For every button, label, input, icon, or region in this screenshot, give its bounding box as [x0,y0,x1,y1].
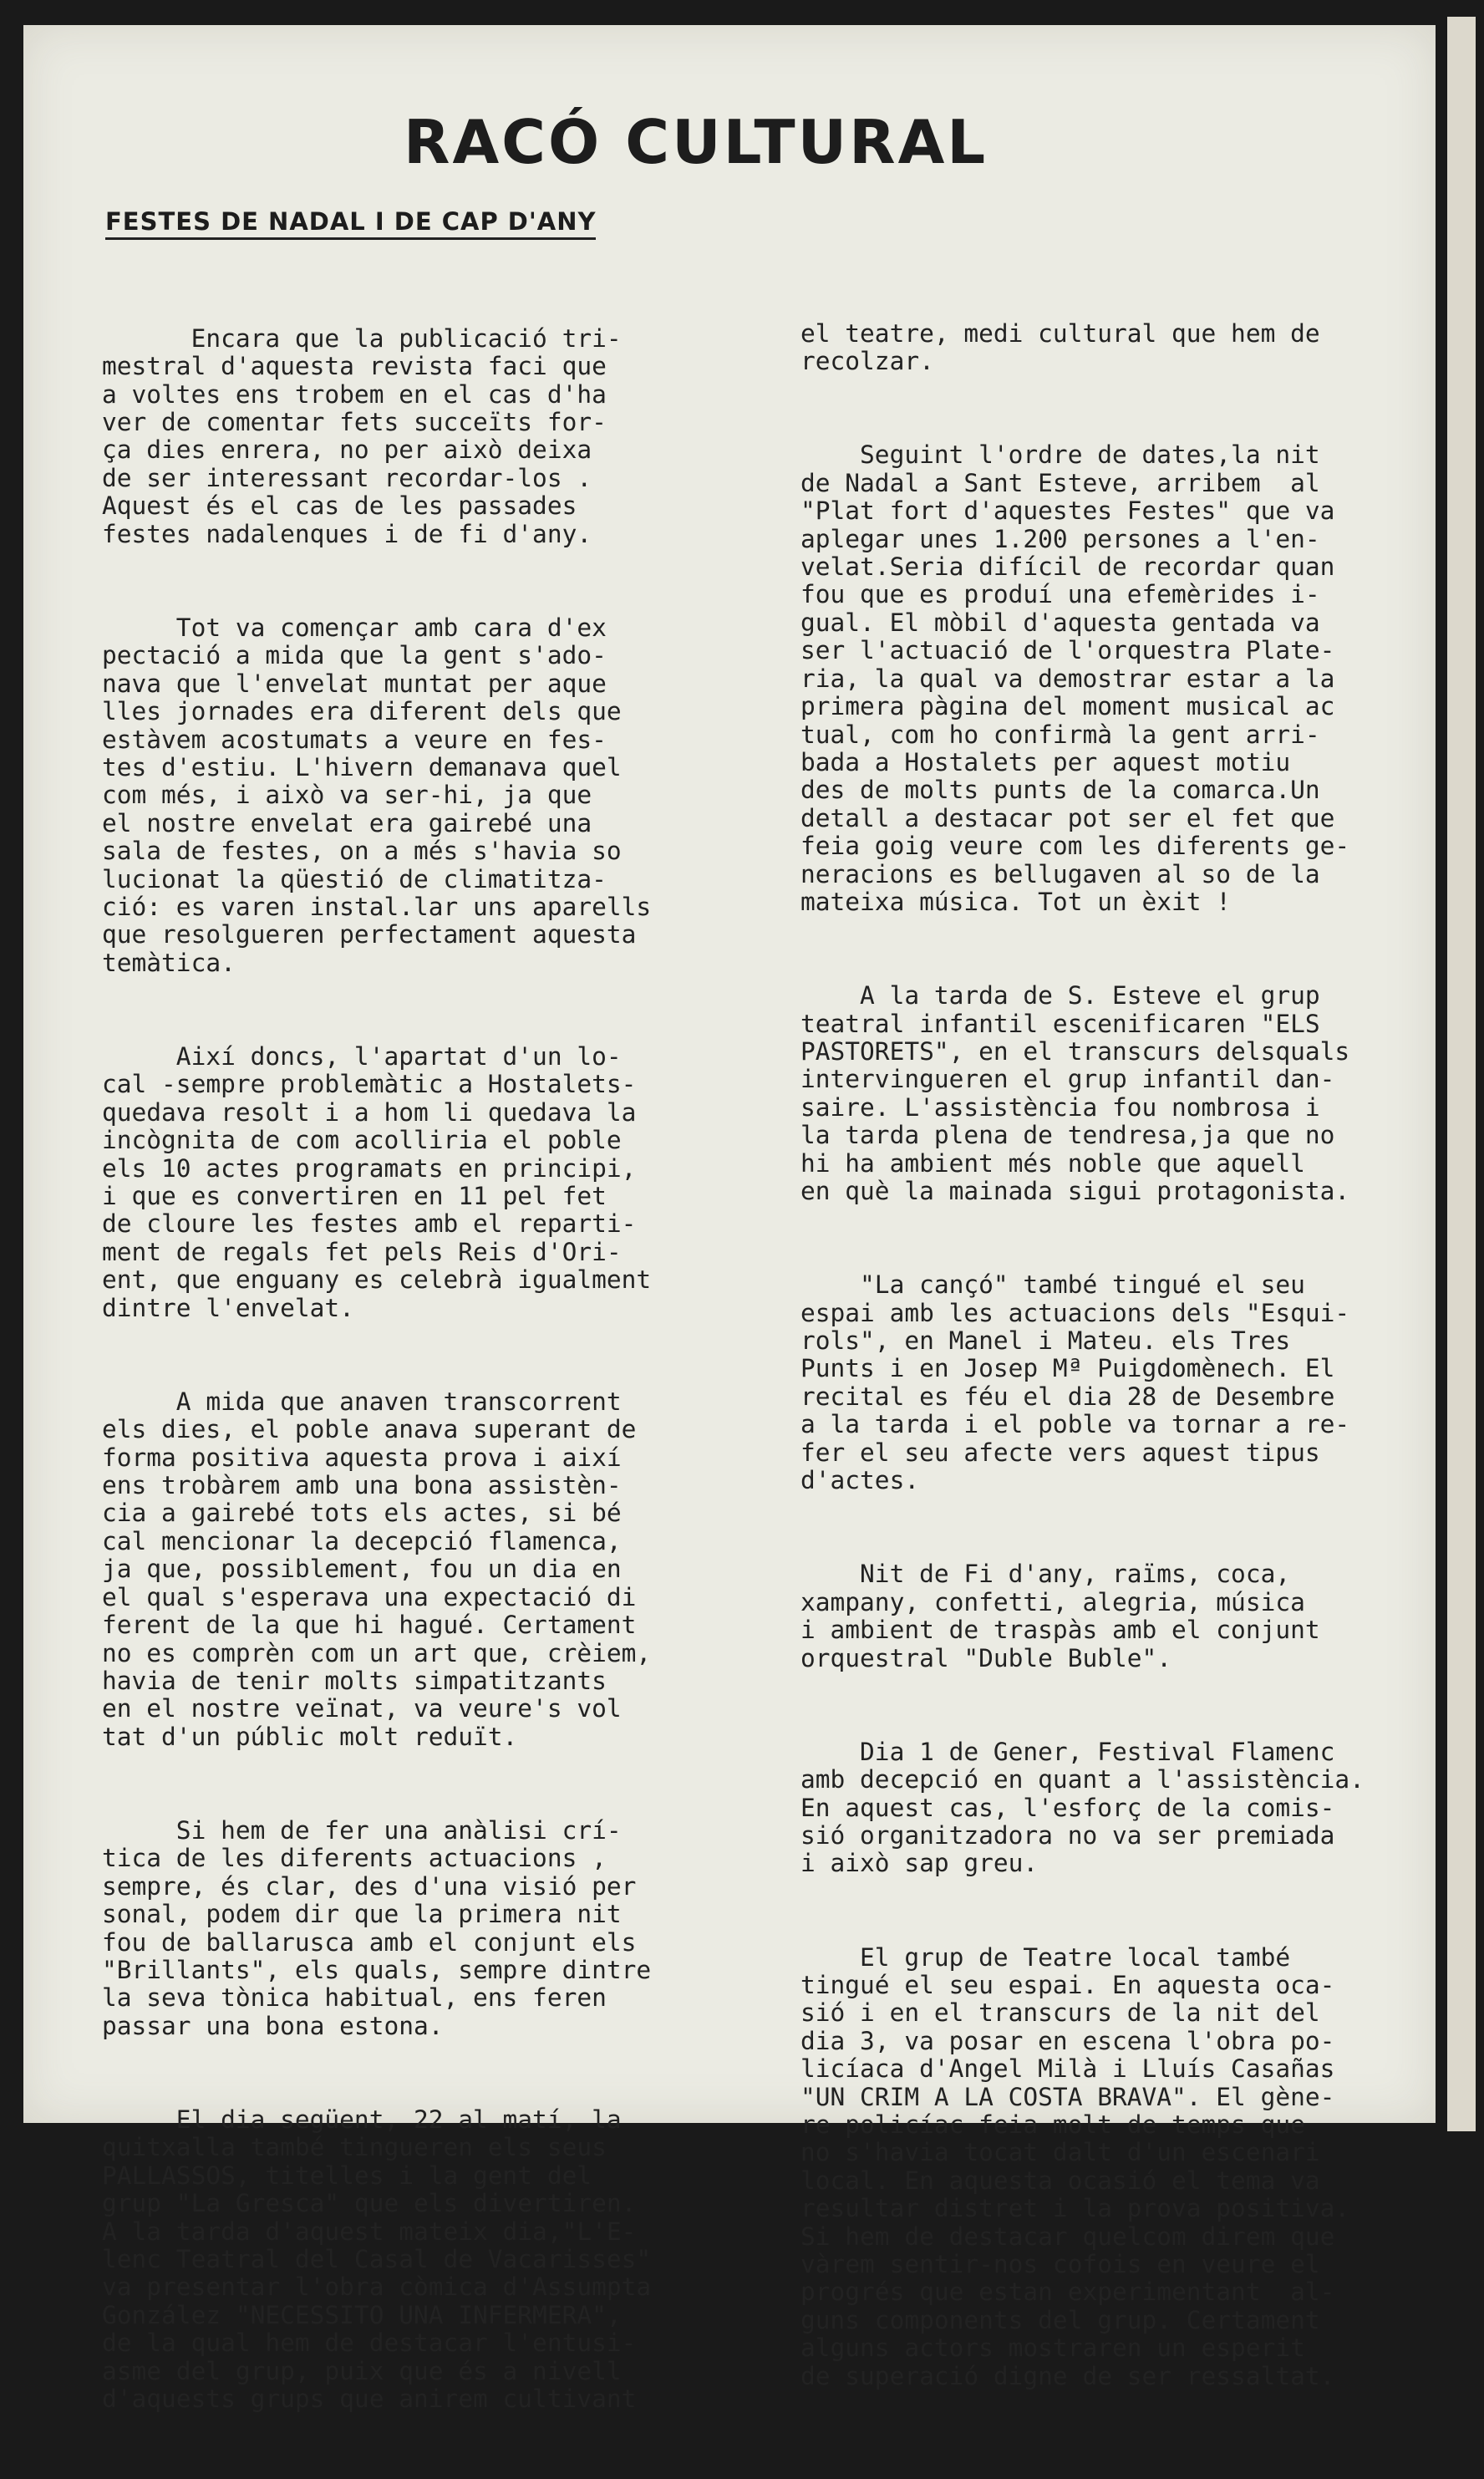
paragraph: el teatre, medi cultural que hem de recolzar. [800,318,1320,376]
paragraph: A mida que anaven transcorrent els dies, el poble anava superant de forma positiva aquesta prova i així ens trobàrem amb una bona assistèn- cia a gairebé tots els actes, si bé cal mencionar la decepció flamenca, ja que, possiblement, fou un dia en el qual s'esperava una expectació di ferent de la que hi hagué. Certament no es comprèn com un art que, crèiem, havia de tenir molts simpatitzants en el nostre veïnat, va veure's vol tat d'un públic molt reduït. [102,1387,652,1751]
paragraph: Nit de Fi d'any, raïms, coca, xampany, confetti, alegria, música i ambient de traspàs amb el conjunt orquestral "Duble Buble". [800,1560,1320,1672]
section-heading: FESTES DE NADAL I DE CAP D'ANY [105,207,596,240]
paragraph: El grup de Teatre local també tingué el seu espai. En aquesta oca- sió i en el transcurs de la nit del dia 3, va posar en escena l'obra po- licíaca d'Angel Milà i Lluís Casañas "UN CRIM A LA COSTA BRAVA". El gène- re policíac feia molt de temps que no s'havia tocat dalt d'un escenari local. En aquesta ocasió el tema va resultar distret i la prova positiva. Si hem de destacar quelcom direm que vàrem sentir-nos cofois en veure el progrés que estan experimentant al- guns components del grup. Certament alguns actors mostraren un esperit de superació digne de ser ressaltat. [800,1942,1350,2390]
paragraph: Seguint l'ordre de dates,la nit de Nadal a Sant Esteve, arribem al "Plat fort d'aquestes Festes" que va aplegar unes 1.200 persones a l'en- velat.Seria difícil de recordar quan fou que es produí una efemèrides i- gual. El mòbil d'aquesta gentada va ser l'actuació de l'orquestra Plate- ria, la qual va demostrar estar a la primera pàgina del moment musical ac tual, com ho confirmà la gent arri- bada a Hostalets per aquest motiu des de molts punts de la comarca.Un detall a destacar pot ser el fet que feia goig veure com les diferents ge- neracions es bellugaven al so de la mateixa música. Tot un èxit ! [800,440,1350,916]
left-column [102,269,754,2479]
paragraph: Així doncs, l'apartat d'un lo- cal -sempre problemàtic a Hostalets- quedava resolt i a hom li quedava la incògnita de com acolliria el poble els 10 actes programats en principi, i que es convertiren en 11 pel fet de cloure les festes amb el reparti- ment de regals fet pels Reis d'Ori- ent, que enguany es celebrà igualment dintre l'envelat. [102,1041,652,1322]
page-title: RACÓ CULTURAL [404,107,988,177]
paragraph: Si hem de fer una anàlisi crí- tica de les diferents actuacions , sempre, és clar, des d'una visió per sonal, podem dir que la primera nit fou de ballarusca amb el conjunt els "Brillants", els quals, sempre dintre la seva tònica habitual, ens feren passar una bona estona. [102,1815,652,2040]
paragraph: Encara que la publicació tri- mestral d'aquesta revista faci que a voltes ens trobem en el cas d'ha ver de comentar fets succeïts for- ça dies enrera, no per això deixa de ser interessant recordar-los . Aquest és el cas de les passades festes nadalenques i de fi d'any. [102,323,622,548]
paragraph: Tot va començar amb cara d'ex pectació a mida que la gent s'ado- nava que l'envelat muntat per aque lles jornades era diferent dels que estàvem acostumats a veure en fes- tes d'estiu. L'hivern demanava quel com més, i això va ser-hi, ja que el nostre envelat era gairebé una sala de festes, on a més s'havia so lucionat la qüestió de climatitza- ció: es varen instal.lar uns aparells que resolgueren perfectament aquesta temàtica. [102,613,652,977]
right-column [800,264,1461,2456]
paragraph: "La cançó" també tingué el seu espai amb les actuacions dels "Esqui- rols", en Manel i Mateu. els Tres Punts i en Josep Mª Puigdomènech. El recital es féu el dia 28 de Desembre a la tarda i el poble va tornar a re- fer el seu afecte vers aquest tipus d'actes. [800,1270,1350,1495]
paragraph: A la tarda de S. Esteve el grup teatral infantil escenificaren "ELS PASTORETS", en el transcurs delsquals intervingueren el grup infantil dan- saire. L'assistència fou nombrosa i la tarda plena de tendresa,ja que no hi ha ambient més noble que aquell en què la mainada sigui protagonista. [800,981,1350,1205]
paragraph: Dia 1 de Gener, Festival Flamenc amb decepció en quant a l'assistència. En aquest cas, l'esforç de la comis- sió organitzadora no va ser premiada i això sap greu. [800,1737,1365,1878]
paragraph: El dia següent, 22 al matí, la quitxalla també tingueren els seus PALLASSOS, titelles i la gent del grup "La Gresca" que els divertiren. A la tarda d'aquest mateix dia,"L'E- lenc Teatral del Casal de Vacarisses" va presentar l'obra còmica d'Assumpta González "NECESSITO UNA INFERMERA", de la qual hem de destacar l'entusi- asme del grup, puix que és a nivell d'aquests grups que anirem cultivant [102,2105,652,2414]
magazine-page [23,25,1436,2414]
